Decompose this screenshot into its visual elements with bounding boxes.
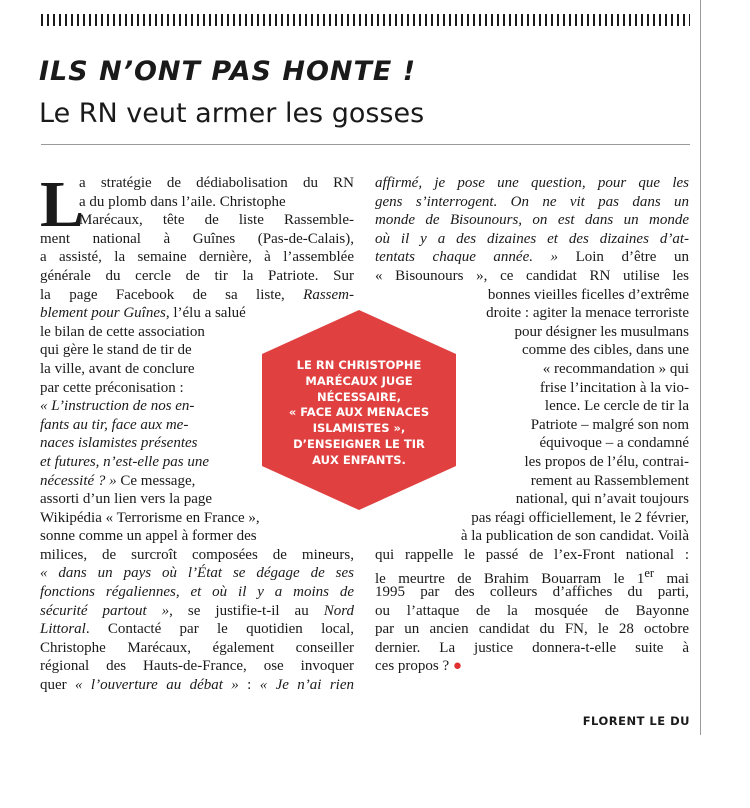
text-line: national, qui n’avait toujours	[515, 491, 689, 508]
text-line: « recommandation » qui	[542, 360, 689, 377]
text-line: où il y a des dizaines et des dizaines d’at-	[375, 230, 689, 247]
text-line: la ville, avant de conclure	[40, 360, 195, 377]
text-line: droite : agiter la menace terroriste	[486, 305, 689, 322]
headline-rule	[41, 144, 690, 145]
header-dash-rule	[41, 14, 690, 26]
text-line: frise l’incitation à la vio-	[539, 379, 689, 396]
text-line: à la publication de son candidat. Voilà	[460, 528, 689, 545]
text-line: ces propos ? ●	[375, 658, 462, 675]
text-line: fants au tir, face aux me-	[40, 416, 189, 433]
pull-quote-line: LE RN CHRISTOPHE	[296, 358, 422, 372]
text-line: sécurité partout », se justifie-t-il au Nord	[40, 602, 354, 619]
text-line: qui gère le stand de tir de	[40, 342, 192, 359]
text-line: milices, de surcroît composées de mineurs,	[40, 546, 354, 563]
pull-quote-line: D’ENSEIGNER LE TIR	[293, 436, 425, 451]
text-line: par un ancien candidat du FN, le 28 octobre	[375, 621, 689, 638]
text-line: naces islamistes présentes	[40, 435, 198, 452]
text-line: Littoral. Contacté par le quotidien local,	[40, 621, 354, 638]
text-line: et futures, n’est-elle pas une	[40, 453, 209, 470]
text-line: Wikipédia « Terrorisme en France »,	[40, 509, 260, 526]
text-line: a assisté, la semaine dernière, à l’assemblée	[40, 249, 354, 266]
text-line: 1995 par des colleurs d’affiches du parti,	[375, 584, 689, 601]
text-line: affirmé, je pose une question, pour que les	[375, 175, 689, 191]
pull-quote-line: MARÉCAUX JUGE	[305, 373, 413, 388]
text-line: Patriote – malgré son nom	[530, 416, 689, 433]
text-line: par cette préconisation :	[40, 379, 184, 396]
headline: Le RN veut armer les gosses	[39, 98, 425, 129]
text-line: équivoque – a condamné	[539, 435, 689, 452]
column-rule	[700, 0, 701, 735]
text-line: sonne comme un appel à former des	[40, 528, 257, 545]
pull-quote-line: AUX ENFANTS.	[312, 452, 406, 467]
text-line: a du plomb dans l’aile. Christophe	[79, 193, 286, 210]
text-line: générale du cercle de tir la Patriote. Sur	[40, 267, 354, 284]
text-line: nécessité ? » Ce message,	[40, 472, 196, 489]
pull-quote-text	[270, 358, 448, 469]
text-line: pas réagi officiellement, le 2 février,	[471, 509, 689, 526]
drop-cap: L	[40, 168, 85, 241]
text-line: qui rappelle le passé de l’ex-Front national :	[375, 546, 689, 563]
text-line: assorti d’un lien vers la page	[40, 491, 213, 508]
text-line: les propos de l’élu, contrai-	[524, 453, 689, 470]
kicker-title: ILS N’ONT PAS HONTE !	[39, 56, 417, 87]
text-line: ment national à Guînes (Pas-de-Calais),	[40, 230, 354, 247]
text-line: « dans un pays où l’État se dégage de ses	[40, 565, 354, 582]
text-line: rement au Rassemblement	[530, 472, 689, 489]
text-line: Christophe Marécaux, également conseiller	[40, 639, 354, 656]
text-line: comme des cibles, dans une	[521, 342, 689, 359]
text-line: « L’instruction de nos en-	[40, 398, 195, 415]
pull-quote-line: NÉCESSAIRE,	[316, 389, 402, 404]
text-line: a stratégie de dédiabolisation du RN	[79, 175, 354, 191]
text-line: la page Facebook de sa liste, Rassem-	[40, 286, 354, 303]
text-line: le bilan de cette association	[40, 323, 205, 340]
text-line: gens s’interrogent. On ne vit pas dans un	[375, 193, 689, 210]
pull-quote-line: « FACE AUX MENACES	[288, 405, 430, 420]
author-byline: FLORENT LE DU	[582, 714, 690, 728]
text-line: tentats chaque année. » Loin d’être un	[375, 249, 689, 266]
text-line: lence. Le cercle de tir la	[544, 398, 689, 415]
text-line: quer « l’ouverture au débat » : « Je n’ai rien	[40, 677, 355, 694]
text-line: dernier. La justice donnera-t-elle suite à	[375, 639, 689, 656]
text-line: régional des Hauts-de-France, ose invoquer	[40, 658, 354, 675]
text-line: monde de Bisounours, on est dans un monde	[375, 212, 689, 229]
text-line: bonnes vieilles ficelles d’extrême	[487, 286, 689, 303]
text-line: blement pour Guînes, l’élu a salué	[40, 305, 246, 322]
text-line: le meurtre de Brahim Bouarram le 1er mai	[375, 566, 689, 588]
text-line: fonctions régaliennes, et où il y a moins de	[40, 584, 354, 601]
pull-quote-line: ISLAMISTES »,	[312, 421, 406, 436]
text-line: pour désigner les musulmans	[514, 323, 689, 340]
text-line: Marécaux, tête de liste Rassemble-	[79, 212, 354, 229]
text-line: ou l’attaque de la mosquée de Bayonne	[375, 602, 689, 619]
text-line: « Bisounours », ce candidat RN utilise les	[375, 267, 689, 284]
